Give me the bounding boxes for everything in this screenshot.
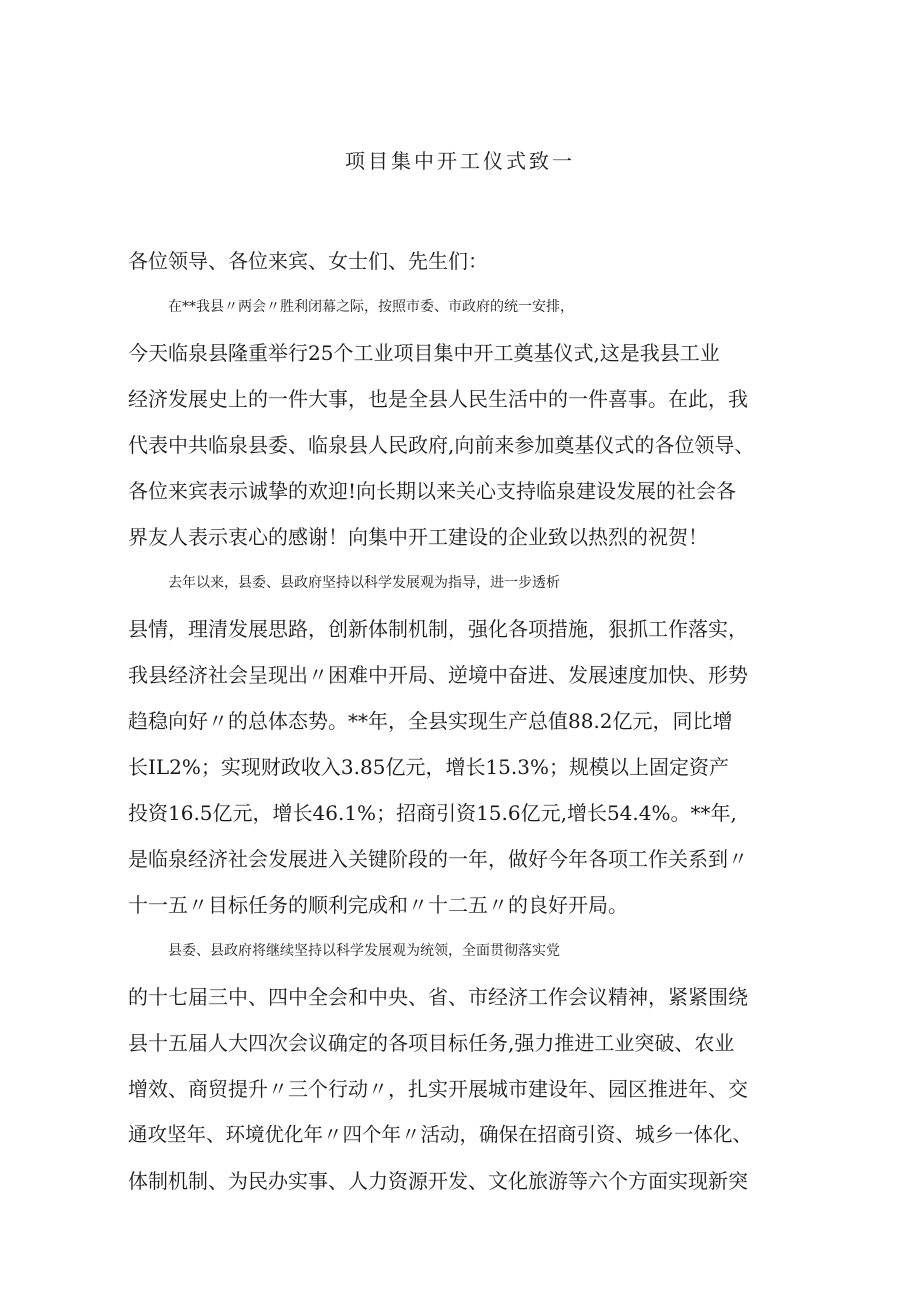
paragraph-line: 今天临泉县隆重举行25个工业项目集中开工奠基仪式,这是我县工业 <box>128 341 720 365</box>
paragraph-line: 经济发展史上的一件大事，也是全县人民生活中的一件喜事。在此，我 <box>128 387 748 411</box>
paragraph-review <box>128 560 796 928</box>
paragraph-line: 各位来宾表示诚挚的欢迎!向长期以来关心支持临泉建设发展的社会各 <box>128 479 737 503</box>
paragraph-line: 的十七届三中、四中全会和中央、省、市经济工作会议精神，紧紧围绕 <box>128 985 748 1009</box>
paragraph-line: 趋稳向好〃的总体态势。**年，全县实现生产总值88.2亿元，同比增 <box>128 709 733 733</box>
paragraph-line: 县委、县政府将继续坚持以科学发展观为统领，全面贯彻落实党 <box>168 943 560 959</box>
paragraph-line: 县十五届人大四次会议确定的各项目标任务,强力推进工业突破、农业 <box>128 1031 735 1055</box>
paragraph-line: 在**我县〃两会〃胜利闭幕之际，按照市委、市政府的统一安排， <box>168 299 574 315</box>
paragraph-line: 代表中共临泉县委、临泉县人民政府,向前来参加奠基仪式的各位领导、 <box>128 433 755 457</box>
paragraph-line: 增效、商贸提升〃三个行动〃，扎实开展城市建设年、园区推进年、交 <box>128 1077 748 1101</box>
paragraph-opening <box>128 284 796 560</box>
paragraph-line: 通攻坚年、环境优化年〃四个年〃活动，确保在招商引资、城乡一体化、 <box>128 1123 753 1146</box>
paragraph-line: 去年以来，县委、县政府坚持以科学发展观为指导，进一步透析 <box>168 575 560 591</box>
paragraph-line: 体制机制、为民办实事、人力资源开发、文化旅游等六个方面实现新突 <box>128 1169 748 1193</box>
paragraph-line: 是临泉经济社会发展进入关键阶段的一年，做好今年各项工作关系到〃 <box>128 847 748 871</box>
document-body <box>128 238 796 1204</box>
document-title: 项目集中开工仪式致一 <box>345 149 575 173</box>
paragraph-plans <box>128 928 796 1204</box>
paragraph-line: 十一五〃目标任务的顺利完成和〃十二五〃的良好开局。 <box>128 893 628 917</box>
paragraph-line: 我县经济社会呈现出〃困难中开局、逆境中奋进、发展速度加快、形势 <box>128 663 748 687</box>
salutation: 各位领导、各位来宾、女士们、先生们： <box>128 249 488 273</box>
paragraph-line: 县情，理清发展思路，创新体制机制，强化各项措施，狠抓工作落实， <box>128 617 748 641</box>
paragraph-line: 界友人表示衷心的感谢！向集中开工建设的企业致以热烈的祝贺！ <box>128 525 708 549</box>
paragraph-line: 长IL2%；实现财政收入3.85亿元，增长15.3%；规模以上固定资产 <box>128 755 729 779</box>
paragraph-line: 投资16.5亿元，增长46.1%；招商引资15.6亿元,增长54.4%。**年, <box>128 801 737 825</box>
